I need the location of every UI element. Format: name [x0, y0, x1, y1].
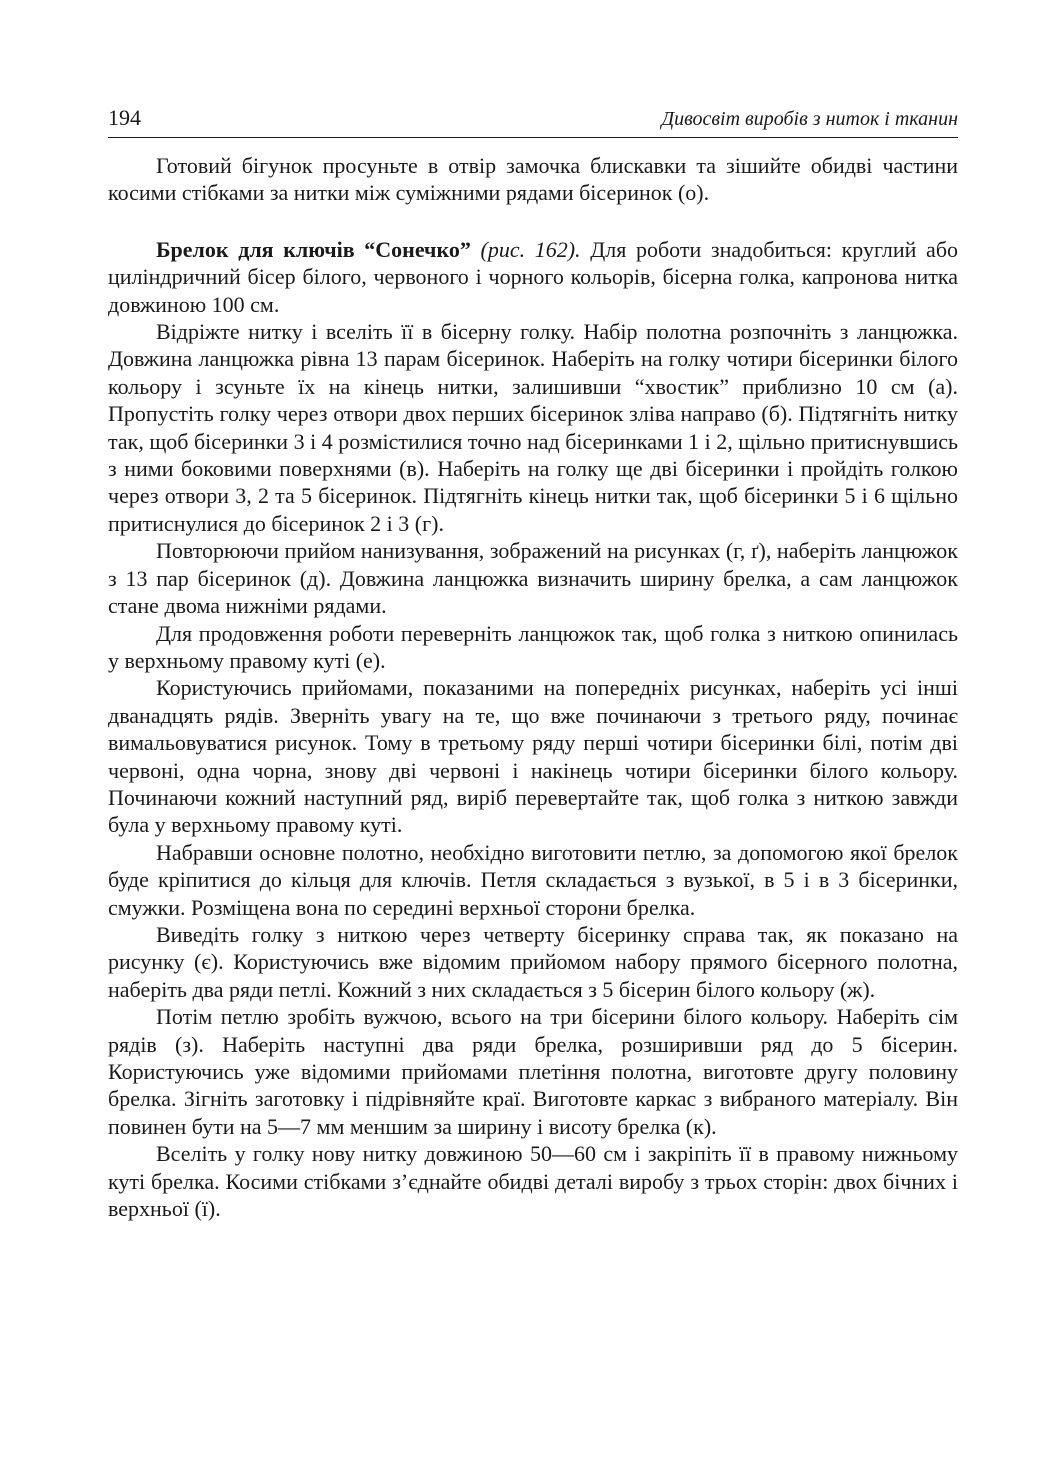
paragraph-pattern-rows: Користуючись прийомами, показаними на попередніх рисунках, наберіть усі інші дванадцять рядів. Зверніть увагу на те, що вже починаючи з третього ряду, починає вимальовуватися рисунок. Тому в третьому ряду перші чотири бісеринки білі, потім дві червоні, одна чорна, знову дві червоні і накінець чотири бісеринки білого кольору. Починаючи кожний наступний ряд, виріб перевертайте так, щоб голка з ниткою завжди була у верхньому правому куті. [108, 675, 958, 838]
paragraph-chain-start: Відріжте нитку і вселіть її в бісерну голку. Набір полотна розпочніть з ланцюжка. Довжина ланцюжка рівна 13 парам бісеринок. Наберіть на голку чотири бісеринки білого кольору і зсуньте їх на кінець нитки, залишивши “хвостик” приблизно 10 см (а). Пропустіть голку через отвори двох перших бісеринок зліва направо (б). Підтягніть нитку так, щоб бісеринки 3 і 4 розмістилися точно над бісеринками 1 і 2, щільно притиснувшись з ними боковими поверхнями (в). Наберіть на голку ще дві бісеринки і пройдіть голкою через отвори 3, 2 та 5 бісеринок. Підтягніть кінець нитки так, щоб бісеринки 5 і 6 щільно притиснулися до бісеринок 2 і 3 (г). [108, 319, 959, 536]
paragraph-keychain-intro [108, 236, 958, 318]
paragraph-loop-start: Виведіть голку з ниткою через четверту бісеринку справа так, як показано на рисунку (є). Користуючись вже відомим прийомом набору прямого бісерного полотна, наберіть два ряди петлі. Кожний з них складається з 5 бісерин білого кольору (ж). [108, 921, 958, 1002]
page-number: 194 [108, 105, 141, 130]
body-text [108, 152, 958, 1222]
paragraph-assembly: Вселіть у голку нову нитку довжиною 50—60 см і закріпіть її в правому нижньому куті брелка. Косими стібками з’єднайте обидві деталі виробу з трьох сторін: двох бічних і верхньої (ї). [108, 1141, 958, 1222]
page-header [108, 104, 958, 136]
paragraph-loop-narrow: Потім петлю зробіть вужчою, всього на три бісерини білого кольору. Наберіть сім рядів (з). Наберіть наступні два ряди брелка, розширивши ряд до 5 бісерин. Користуючись уже відомими прийомами плетіння полотна, виготовте другу половину брелка. Зігніть заготовку і підрівняйте краї. Виготовте каркас з вибраного матеріалу. Він повинен бути на 5—7 мм меншим за ширину і висоту брелка (к). [108, 1004, 958, 1139]
figure-reference: (рис. 162). [480, 236, 581, 262]
paragraph-turn-chain: Для продовження роботи переверніть ланцюжок так, щоб голка з ниткою опинилась у верхньому правому куті (е). [108, 620, 958, 673]
running-title: Дивосвіт виробів з ниток і тканин [661, 108, 958, 130]
paragraph-chain-repeat: Повторюючи прийом нанизування, зображений на рисунках (г, ґ), наберіть ланцюжок з 13 пар бісеринок (д). Довжина ланцюжка визначить ширину брелка, а сам ланцюжок стане двома нижніми рядами. [108, 538, 958, 619]
section-title: Брелок для ключів “Сонечко” [156, 236, 471, 262]
materials-text: Для роботи знадобиться: круглий або циліндричний бісер білого, червоного і чорного кольорів, бісерна голка, капронова нитка довжиною 100 см. [108, 236, 959, 317]
paragraph-zipper-finish: Готовий бігунок просуньте в отвір замочка блискавки та зішийте обидві частини косими стібками за нитки між суміжними рядами бісеринок (о). [108, 153, 958, 206]
header-rule [108, 137, 958, 138]
paragraph-loop-intro: Набравши основне полотно, необхідно виготовити петлю, за допомогою якої брелок буде кріпитися до кільця для ключів. Петля складається з вузької, в 5 і в 3 бісеринки, смужки. Розміщена вона по середині верхньої сторони брелка. [108, 839, 958, 920]
